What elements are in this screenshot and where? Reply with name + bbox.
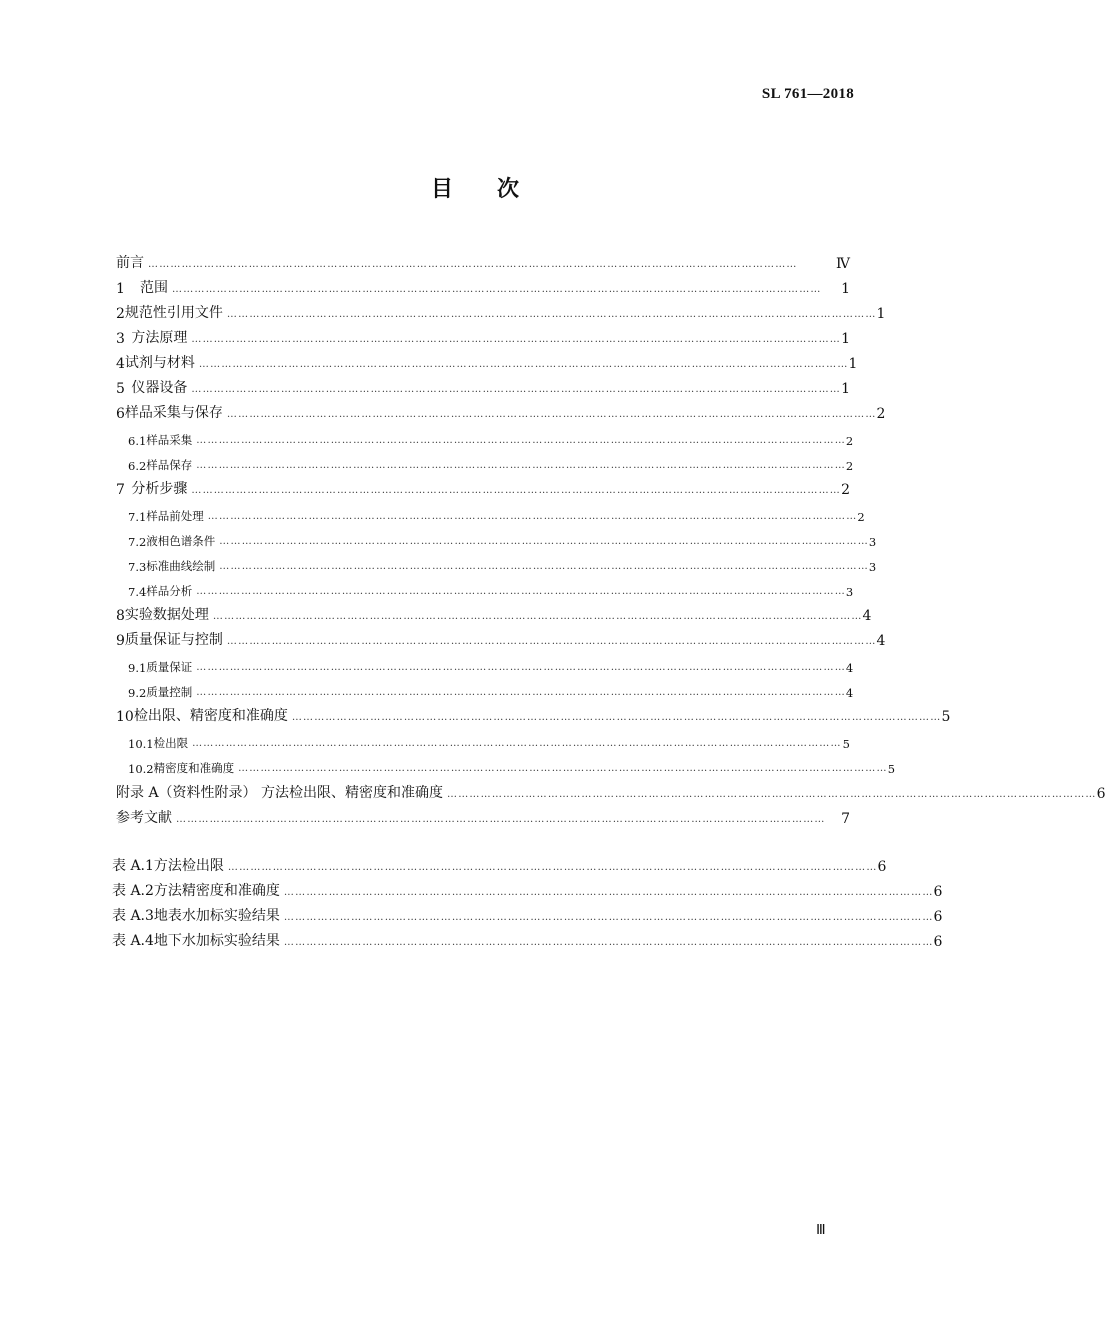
- toc-leader-dots: …………………………………………………………………………………………………………………………………………………………: [219, 536, 869, 547]
- toc-entry[interactable]: [128, 502, 865, 524]
- toc-entry-number: 10.1: [128, 737, 154, 751]
- toc-entry-page: 2: [876, 406, 886, 422]
- toc-leader-dots: …………………………………………………………………………………………………………………………………………………………: [196, 687, 846, 698]
- toc-entry[interactable]: [116, 780, 1106, 802]
- toc-entry[interactable]: [116, 400, 886, 422]
- toc-entry-page: 3: [868, 560, 877, 574]
- toc-entry[interactable]: [128, 653, 854, 675]
- toc-entry-label: 检出限、精密度和准确度: [133, 708, 288, 724]
- title-char-1: 目: [430, 177, 453, 202]
- toc-entry-number: 6.1: [128, 434, 147, 448]
- toc-leader-dots: …………………………………………………………………………………………………………………………………………………………: [196, 586, 846, 597]
- toc-entry-label: 样品分析: [146, 584, 193, 598]
- toc-entry-page: 4: [845, 686, 854, 700]
- toc-table-entry[interactable]: [112, 903, 943, 925]
- toc-entry[interactable]: [128, 729, 850, 751]
- standard-code: SL 761—2018: [761, 86, 854, 102]
- toc-entry-number: 1: [116, 281, 125, 297]
- toc-leader-dots: …………………………………………………………………………………………………………………………………………………………: [198, 359, 849, 370]
- toc-entry-page: 4: [876, 633, 886, 649]
- toc-entry-number: 9.2: [128, 686, 147, 700]
- toc-entry-label: 质量保证: [146, 660, 193, 674]
- toc-entry[interactable]: [116, 250, 850, 272]
- toc-entry-number: 7.2: [128, 535, 147, 549]
- toc-entry-label: 样品采集: [146, 433, 193, 447]
- toc-entry[interactable]: [128, 527, 877, 549]
- toc-leader-dots: …………………………………………………………………………………………………………………………………………………………: [172, 284, 822, 295]
- toc-entry-label: 方法检出限: [153, 858, 224, 874]
- toc-entry-number: 7: [116, 482, 125, 498]
- toc-leader-dots: …………………………………………………………………………………………………………………………………………………………: [226, 636, 877, 647]
- toc-leader-dots: …………………………………………………………………………………………………………………………………………………………: [219, 561, 869, 572]
- toc-entry[interactable]: [128, 426, 854, 448]
- toc-entry-page: 3: [845, 585, 854, 599]
- toc-entry-number: 10: [116, 709, 134, 725]
- toc-entry-page: 6: [877, 859, 887, 875]
- toc-leader-dots: …………………………………………………………………………………………………………………………………………………………: [191, 384, 842, 395]
- toc-leader-dots: …………………………………………………………………………………………………………………………………………………………: [196, 435, 846, 446]
- toc-entry-label: 实验数据处理: [124, 607, 209, 623]
- toc-entry-page: 4: [845, 661, 854, 675]
- toc-entry[interactable]: [128, 451, 854, 473]
- toc-entry-label: 地下水加标实验结果: [153, 933, 280, 949]
- toc-entry-label: 样品保存: [146, 458, 193, 472]
- toc-leader-dots: …………………………………………………………………………………………………………………………………………………………: [207, 511, 858, 522]
- toc-entry-number: 表 A.1: [112, 858, 154, 874]
- toc-entry-number: 3: [116, 331, 125, 347]
- toc-entry[interactable]: [116, 375, 850, 397]
- toc-entry-number: 表 A.3: [112, 908, 154, 924]
- toc-entry-label: 检出限: [153, 736, 189, 750]
- toc-entry-label: 范围: [140, 280, 168, 296]
- toc-leader-dots: …………………………………………………………………………………………………………………………………………………………: [291, 712, 942, 723]
- toc-entry-page: Ⅳ: [836, 256, 850, 272]
- toc-entry-label: 分析步骤: [131, 481, 188, 497]
- toc-entry-label: 地表水加标实验结果: [153, 908, 280, 924]
- toc-entry-label: 试剂与材料: [124, 355, 195, 371]
- toc-entry-page: 5: [941, 709, 951, 725]
- toc-entry[interactable]: [116, 627, 886, 649]
- toc-entry-label: 方法精密度和准确度: [153, 883, 280, 899]
- toc-leader-dots: …………………………………………………………………………………………………………………………………………………………: [283, 937, 934, 948]
- toc-leader-dots: …………………………………………………………………………………………………………………………………………………………: [196, 460, 846, 471]
- toc-leader-dots: …………………………………………………………………………………………………………………………………………………………: [283, 887, 934, 898]
- toc-entry[interactable]: [116, 703, 951, 725]
- toc-entry-number: 表 A.2: [112, 883, 154, 899]
- toc-entry-page: 7: [841, 811, 850, 827]
- toc-entry-page: 2: [857, 510, 865, 524]
- toc-entry-label: 样品采集与保存: [124, 405, 223, 421]
- toc-entry-page: 1: [876, 306, 886, 322]
- toc-entry-label: 参考文献: [116, 810, 172, 826]
- toc-entry-number: 6: [116, 406, 125, 422]
- toc-entry[interactable]: [116, 476, 850, 498]
- toc-entry-page: 4: [862, 608, 872, 624]
- toc-entry-page: 5: [887, 762, 896, 776]
- toc-entry-label: 方法原理: [131, 330, 188, 346]
- toc-entry-number: 2: [116, 306, 125, 322]
- toc-leader-dots: …………………………………………………………………………………………………………………………………………………………: [226, 309, 877, 320]
- page-number: Ⅲ: [816, 1223, 826, 1238]
- toc-entry-page: 2: [841, 482, 850, 498]
- toc-entry[interactable]: [116, 350, 858, 372]
- toc-entry[interactable]: [128, 754, 896, 776]
- toc-entry-page: 1: [841, 281, 850, 297]
- page-title: [0, 172, 950, 203]
- toc-entry-number: 5: [116, 381, 125, 397]
- toc-entry-page: 3: [868, 535, 877, 549]
- toc-entry[interactable]: [128, 577, 854, 599]
- toc-entry-page: 6: [933, 884, 943, 900]
- toc-table-entry[interactable]: [112, 878, 943, 900]
- toc-entry[interactable]: [128, 552, 877, 574]
- toc-entry-number: 9.1: [128, 661, 147, 675]
- toc-entry-label: 规范性引用文件: [124, 305, 223, 321]
- toc-entry-number: 4: [116, 356, 125, 372]
- toc-entry-page: 1: [841, 381, 850, 397]
- toc-entry-page: 2: [845, 434, 854, 448]
- toc-leader-dots: …………………………………………………………………………………………………………………………………………………………: [192, 738, 842, 749]
- toc-leader-dots: …………………………………………………………………………………………………………………………………………………………: [238, 763, 888, 774]
- toc-entry-number: 表 A.4: [112, 933, 154, 949]
- toc-entry-page: 5: [842, 737, 850, 751]
- toc-entry[interactable]: [116, 805, 850, 827]
- toc-entry-label: 前言: [116, 255, 144, 271]
- toc-leader-dots: …………………………………………………………………………………………………………………………………………………………: [191, 485, 842, 496]
- toc-entry-page: 1: [841, 331, 850, 347]
- toc-entry-label: 液相色谱条件: [146, 534, 216, 548]
- toc-leader-dots: …………………………………………………………………………………………………………………………………………………………: [148, 259, 798, 270]
- toc-entry-label: 质量保证与控制: [124, 632, 223, 648]
- toc-leader-dots: …………………………………………………………………………………………………………………………………………………………: [227, 862, 878, 873]
- toc-entry-page: 6: [1096, 786, 1106, 802]
- toc-entry-number: 7.1: [128, 510, 147, 524]
- toc-entry-label: 附录 A（资料性附录） 方法检出限、精密度和准确度: [116, 785, 444, 801]
- toc-leader-dots: …………………………………………………………………………………………………………………………………………………………: [176, 814, 826, 825]
- toc-entry-label: 标准曲线绘制: [146, 559, 216, 573]
- toc-entry-number: 7.3: [128, 560, 147, 574]
- toc-leader-dots: …………………………………………………………………………………………………………………………………………………………: [191, 334, 842, 345]
- toc-entry-label: 样品前处理: [146, 509, 204, 523]
- toc-entry-number: 9: [116, 633, 125, 649]
- toc-entry-page: 2: [845, 459, 854, 473]
- toc-entry[interactable]: [116, 602, 872, 624]
- toc-leader-dots: …………………………………………………………………………………………………………………………………………………………: [196, 662, 846, 673]
- toc-entry-label: 仪器设备: [131, 380, 188, 396]
- toc-entry-number: 6.2: [128, 459, 147, 473]
- toc-leader-dots: …………………………………………………………………………………………………………………………………………………………: [447, 789, 1097, 800]
- toc-table-entry[interactable]: [112, 928, 943, 950]
- toc-leader-dots: …………………………………………………………………………………………………………………………………………………………: [226, 409, 877, 420]
- toc-entry-number: 7.4: [128, 585, 147, 599]
- toc-entry-page: 6: [933, 909, 943, 925]
- toc-leader-dots: …………………………………………………………………………………………………………………………………………………………: [283, 912, 934, 923]
- title-char-2: 次: [497, 177, 520, 202]
- toc-entry[interactable]: [128, 678, 854, 700]
- toc-entry[interactable]: [116, 300, 886, 322]
- toc-entry-label: 精密度和准确度: [153, 761, 235, 775]
- toc-entry[interactable]: [116, 325, 850, 347]
- toc-entry-number: 8: [116, 608, 125, 624]
- toc-entry-page: 6: [933, 934, 943, 950]
- toc-table-entry[interactable]: [112, 853, 887, 875]
- toc-entry-number: 10.2: [128, 762, 154, 776]
- toc-entry-label: 质量控制: [146, 685, 193, 699]
- toc-entry-page: 1: [848, 356, 858, 372]
- toc-leader-dots: …………………………………………………………………………………………………………………………………………………………: [212, 611, 863, 622]
- toc-entry[interactable]: [116, 275, 850, 297]
